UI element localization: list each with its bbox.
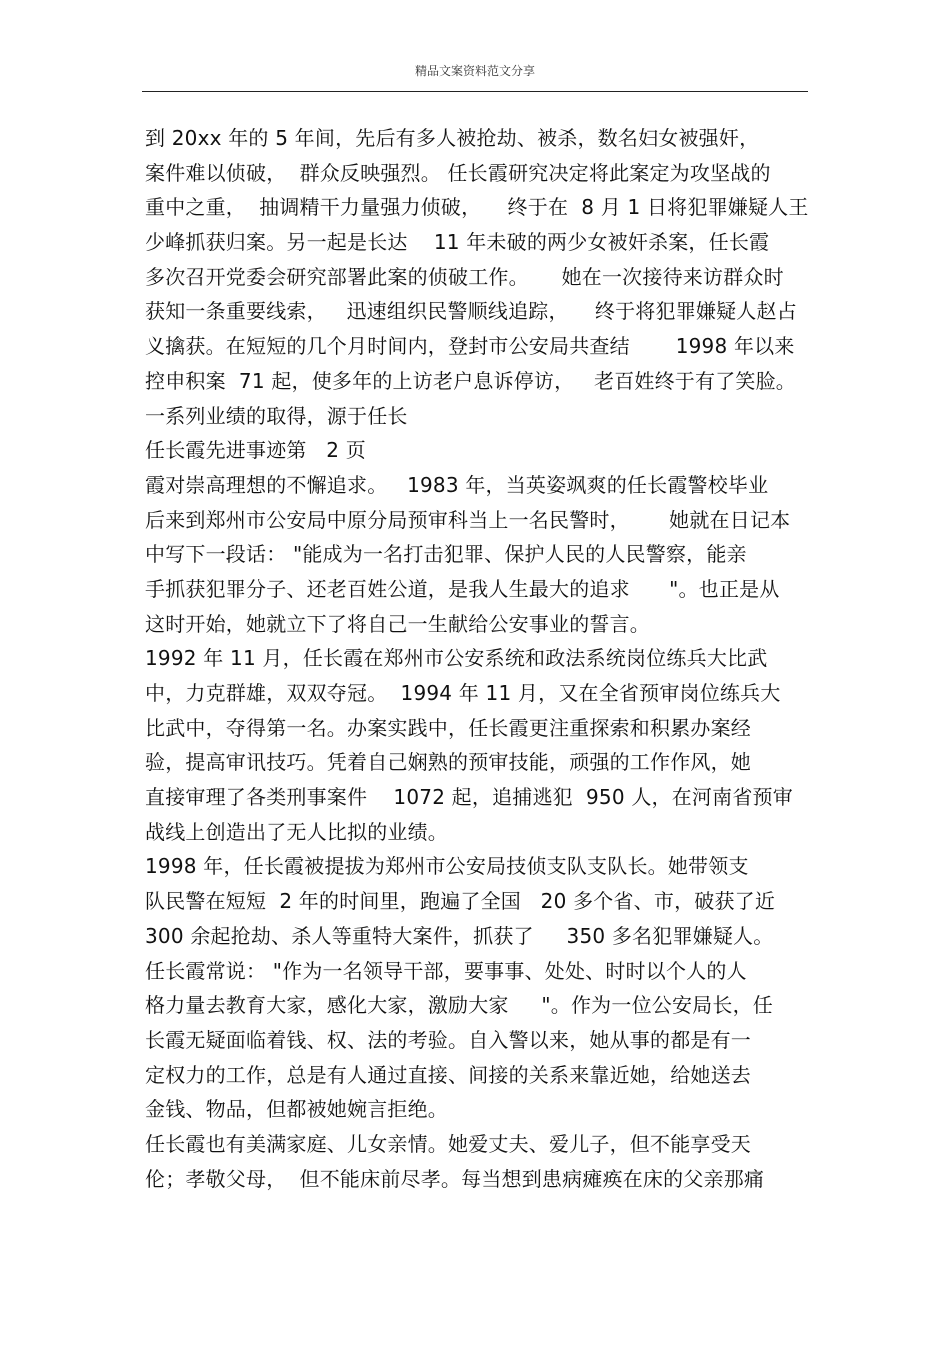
text-line: 1998 年，任长霞被提拔为郑州市公安局技侦支队支队长。她带领支 [145,854,749,879]
text-line: 金钱、物品，但都被她婉言拒绝。 [145,1097,448,1122]
text-line: 任长霞也有美满家庭、儿女亲情。她爱丈夫、爱儿子，但不能享受天 [145,1131,751,1156]
text-line: 1992 年 11 月，任长霞在郑州市公安系统和政法系统岗位练兵大比武 [145,646,768,671]
text-line: 比武中，夺得第一名。办案实践中，任长霞更注重探索和积累办案经 [145,715,751,740]
text-line: 获知一条重要线索， 迅速组织民警顺线追踪， 终于将犯罪嫌疑人赵占 [145,299,797,324]
page-marker: 任长霞先进事迹第 2 页 [145,438,366,463]
header-divider [142,91,808,92]
text-line: 300 余起抢劫、杀人等重特大案件，抓获了 350 多名犯罪嫌疑人。 [145,923,774,948]
text-line: 这时开始，她就立下了将自己一生献给公安事业的誓言。 [145,611,650,636]
text-line: 长霞无疑面临着钱、权、法的考验。自入警以来，她从事的都是有一 [145,1027,751,1052]
text-line: 验，提高审讯技巧。凭着自己娴熟的预审技能，顽强的工作作风，她 [145,750,751,775]
text-line: 任长霞常说： "作为一名领导干部，要事事、处处、时时以个人的人 [145,958,747,983]
text-line: 后来到郑州市公安局中原分局预审科当上一名民警时， 她就在日记本 [145,507,791,532]
text-line: 直接审理了各类刑事案件 1072 起，追捕逃犯 950 人，在河南省预审 [145,785,793,810]
text-line: 手抓获犯罪分子、还老百姓公道，是我人生最大的追求 "。也正是从 [145,576,780,601]
text-line: 伦；孝敬父母， 但不能床前尽孝。每当想到患病瘫痪在床的父亲那痛 [145,1166,765,1191]
text-line: 战线上创造出了无人比拟的业绩。 [145,819,448,844]
text-line: 一系列业绩的取得，源于任长 [145,403,408,428]
text-line: 案件难以侦破， 群众反映强烈。 任长霞研究决定将此案定为攻坚战的 [145,160,771,185]
text-line: 少峰抓获归案。另一起是长达 11 年未破的两少女被奸杀案，任长霞 [145,230,770,255]
text-line: 格力量去教育大家，感化大家，激励大家 "。作为一位公安局长，任 [145,993,773,1018]
text-line: 队民警在短短 2 年的时间里，跑遍了全国 20 多个省、市，破获了近 [145,889,776,914]
text-line: 控申积案 71 起，使多年的上访老户息诉停访， 老百姓终于有了笑脸。 [145,368,796,393]
text-line: 义擒获。在短短的几个月时间内，登封市公安局共查结 1998 年以来 [145,334,795,359]
text-line: 到 20xx 年的 5 年间，先后有多人被抢劫、被杀，数名妇女被强奸， [145,126,760,150]
text-line: 中，力克群雄，双双夺冠。 1994 年 11 月，又在全省预审岗位练兵大 [145,681,781,705]
text-line: 霞对崇高理想的不懈追求。 1983 年，当英姿飒爽的任长霞警校毕业 [145,472,769,497]
page-header-title: 精品文案资料范文分享 [414,64,535,78]
text-line: 定权力的工作，总是有人通过直接、间接的关系来靠近她，给她送去 [145,1062,751,1087]
text-line: 多次召开党委会研究部署此案的侦破工作。 她在一次接待来访群众时 [145,264,784,289]
text-line: 中写下一段话： "能成为一名打击犯罪、保护人民的人民警察，能亲 [145,542,747,567]
text-line: 重中之重， 抽调精干力量强力侦破， 终于在 8 月 1 日将犯罪嫌疑人王 [145,195,809,220]
document-body [145,121,810,1196]
